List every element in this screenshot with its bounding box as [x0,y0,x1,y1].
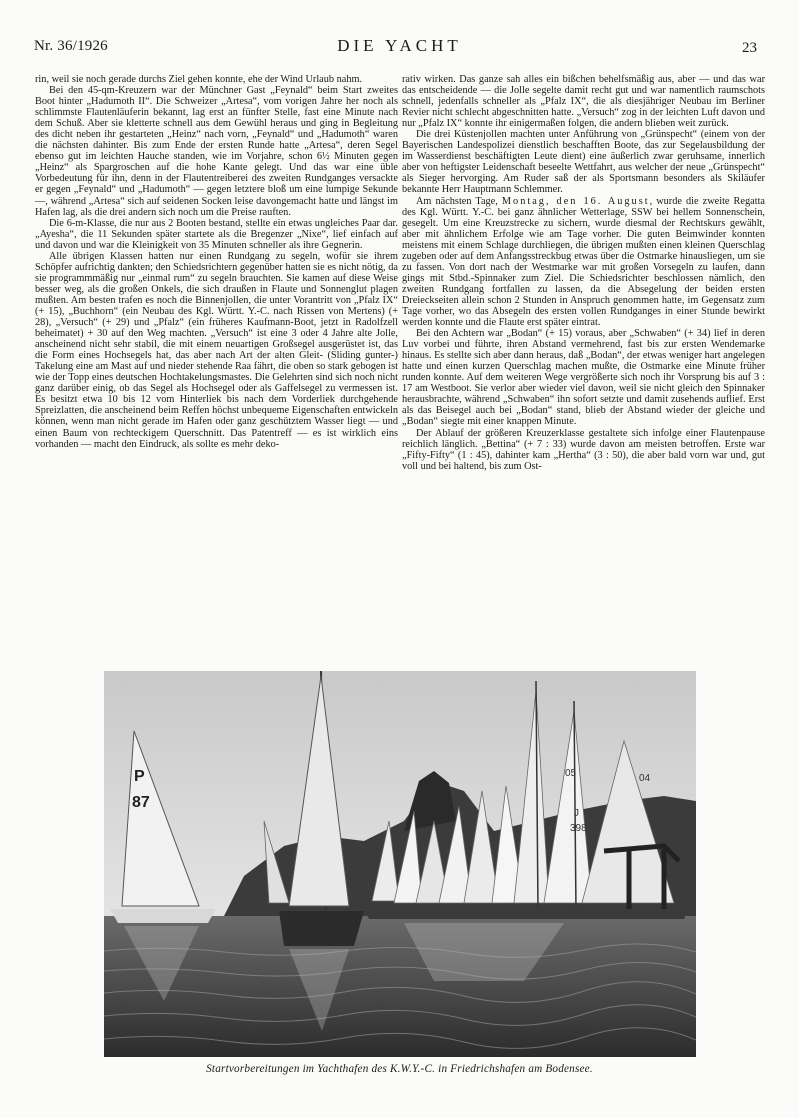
journal-title: DIE YACHT [337,36,462,55]
photo-caption: Startvorbereitungen im Yachthafen des K.W.Y.-C. in Friedrichshafen am Bodensee. [206,1063,593,1075]
paragraph: Bei den 45-qm-Kreuzern war der Münchner Gast „Feynald“ beim Start zweites Boot hinter „Hadumoth II“. Die Schweizer „Artesa“, vom vorigen Jahre her noch als schlimmste Flautenläuferin bekannt, lag erst an fünfter Stelle, fast eine Minute nach dem Schuß. Aber sie kletterte schnell aus dem Gewühl heraus und ging in Begleitung des dicht neben ihr gestarteten „Heinz“ nach vorn, „Feynald“ und „Hadumoth“ waren die nächsten dahinter. Bis zum Ende der ersten Runde hatte „Artesa“, deren Segel ebenso gut im leichten Hauche standen, wie im Vorjahre, schon 6½ Minuten gegen „Heinz“ als Spargroschen auf die hohe Kante gelegt. Und das war eine üble Vorbedeutung für ihn, denn in der Flautentreiberei des zweiten Rundganges versackte er gegen „Feynald“ und „Hadumoth“ — gegen letztere bloß um eine lumpige Sekunde —, während „Artesa“ sich auf seidenen Socken leise davongemacht hatte und längst im Hafen lag, als die drei andern sich noch um die Preise rauften. [35,85,398,218]
hull [279,911,364,946]
sail-number: J [574,808,579,819]
page-header [0,0,799,70]
sail-number: 04 [639,773,651,784]
sail-number: P [134,768,145,785]
spaced-date: Montag, den 16. August [501,195,650,207]
paragraph: Die 6-m-Klasse, die nur aus 2 Booten bestand, stellte ein etwas ungleiches Paar dar. „Ayesha“, die 11 Sekunden später startete als die Bregenzer „Nixe“, lief einfach auf und davon und war die Kleinigkeit von 35 Minuten schneller als ihre Gegnerin. [35,217,398,251]
right-text-column [402,74,765,472]
paragraph: rativ wirken. Das ganze sah alles ein bißchen behelfsmäßig aus, aber — und das war das entscheidende — die Jolle segelte damit recht gut und war namentlich raumschots schnell, jedenfalls schneller als „Pfalz IX“, die als diesjähriger Neubau im Berliner Revier nicht schlecht abgeschnitten hatte. „Versuch“ zog in der leichten Luft davon und nur „Pfalz IX“ konnte ihr einigermaßen folgen, die andern blieben weit zurück. [402,74,765,130]
left-text-column [35,74,398,450]
harbor-photo [104,671,696,1057]
paragraph: Der Ablauf der größeren Kreuzerklasse gestaltete sich infolge einer Flautenpause reichlich länglich. „Bettina“ (+ 7 : 33) wurde davon am meisten betroffen. Erste war „Fifty-Fifty“ (1 : 45), dahinter kam „Hertha“ (3 : 50), die aber bald vorn war und, gut voll und bei haltend, bis zum Ost- [402,427,765,472]
hull [110,909,216,923]
sail-number: 87 [132,794,150,811]
sail-number: 05 [565,768,577,779]
text-run: , wurde die zweite Regatta des Kgl. Württ. Y.-C. bei ganz ähnlicher Wetterlage, SSW bei hellem Sonnenschein, gesegelt. Um eine Kreuzstrecke zu sichern, wurde diesmal der Rechtskurs gewählt, aber mit ähnlichem Erfolge wie am Tage vorher. Die guten Beimwinder konnten meistens mit einem Schlage durchliegen, die übrigen mußten einen kleinen Querschlag zugeben oder auf dem Anfangsstreckbug etwas über die Ostmarke hinausliegen, um sie zu fassen. Von dort nach der Westmarke war mit großen Vorsegeln zu laufen, dann gings mit Stbd.-Spinnaker zum Ziel. Die Schiedsrichter beschlossen nämlich, den zweiten Rundgang fortfallen zu lassen, da die Absegelung der beiden ersten Dreieckseiten allein schon 2 Stunden in Anspruch genommen hatte, im Gegensatz zum Tage vorher, wo das Absegeln des ersten vollen Rundganges in einer Stunde bewirkt werden konnte und die Flaute erst später eintrat. [402,195,765,329]
paragraph: Alle übrigen Klassen hatten nur einen Rundgang zu segeln, wofür sie ihrem Schöpfer aufrichtig dankten; den Schiedsrichtern gegenüber hatten sie es nicht nötig, da sie programmmäßig nur „einmal rum“ zu segeln brauchten. Sie kamen auf diese Weise besser weg, als die großen Onkels, die sich draußen in Flaute und Sonnenglut plagen mußten. Am besten trafen es noch die Binnenjollen, die unter Vorantritt von „Pfalz IX“ (+ 15), „Buchhorn“ (ein Neubau des Kgl. Württ. Y.-C. nach Rissen von Mertens) (+ 28), „Versuch“ (+ 29) und „Pfalz“ (ein früheres Kaufmann-Boot, jetzt in Radolfzell beheimatet) + 30 auf den Weg machten. „Versuch“ ist eine 3 oder 4 Jahre alte Jolle, anscheinend nicht sehr stabil, die mit einem neuartigen Großsegel ausgerüstet ist, das die Form eines Hochsegels hat, das aber nach Art der alten Gleit- (Sliding gunter-) Takelung eine am Mast auf und nieder stehende Raa fährt, die oben so stark gebogen ist wie der Topp eines deutschen Hochtakelungsmastes. Die Gelehrten sind sich noch nicht ganz darüber einig, ob das Segel als Hochsegel oder als Gaffelsegel zu vermessen ist. Es besitzt etwa 10 bis 12 vom Hinterliek bis nach dem Vorderliek durchgehende Spreizlatten, die anscheinend beim Reffen höchst unbequeme Eigenschaften entwickeln können, wenn man nicht gerade im Hafen oder ganz geschütztem Wasser liegt — und einen Baum von rechteckigem Querschnitt. Das Patentreff — es ist wirklich eins vorhanden — macht den Eindruck, als sollte es mehr deko- [35,250,398,450]
hulls [364,907,689,919]
text-run: Am nächsten Tage, [416,195,502,207]
page-number: 23 [742,40,757,56]
paragraph: Die drei Küstenjollen machten unter Anführung von „Grünspecht“ (einem von der Bayerischen Landespolizei dienstlich beschafften Boote, das zur Segelausbildung der im Wasserdienst beschäftigten Leute dient) eine äußerlich zwar geruhsame, innerlich aber von heftigster Leidenschaft beseelte Wettfahrt, aus welcher der neue „Grünspecht“ als Sieger hervorging. Am Ruder saß der als Sportsmann besonders als Skiläufer bekannte Herr Hauptmann Schlemmer. [402,129,765,196]
issue-number: Nr. 36/1926 [34,38,108,54]
sail-number: 398 [570,823,587,834]
photo-illustration [104,671,696,1057]
paragraph [402,196,765,329]
paragraph: rin, weil sie noch gerade durchs Ziel gehen konnte, ehe der Wind Urlaub nahm. [35,74,363,85]
paragraph: Bei den Achtern war „Bodan“ (+ 15) voraus, aber „Schwaben“ (+ 34) lief in deren Luv vorbei und führte, ihren Abstand vermehrend, fast bis zur ersten Wendemarke hinaus. Es stellte sich aber dann heraus, daß „Bodan“, der etwas weniger hart angelegen hatte und einen kurzen Querschlag machen mußte, die Ostmarke eine Minute früher runden konnte. Auf dem weiteren Wege vergrößerte sich noch ihr Vorsprung bis auf 3 : 17 am Westboot. Sie verlor aber wieder viel davon, weil sie nicht gleich den Spinnaker herausbrachte, während „Schwaben“ ihn sofort setzte und damit zusehends auflief. Erst als das Beisegel auch bei „Bodan“ stand, blieb der Abstand wieder der gleiche und „Bodan“ siegte mit einer knappen Minute. [402,328,765,428]
